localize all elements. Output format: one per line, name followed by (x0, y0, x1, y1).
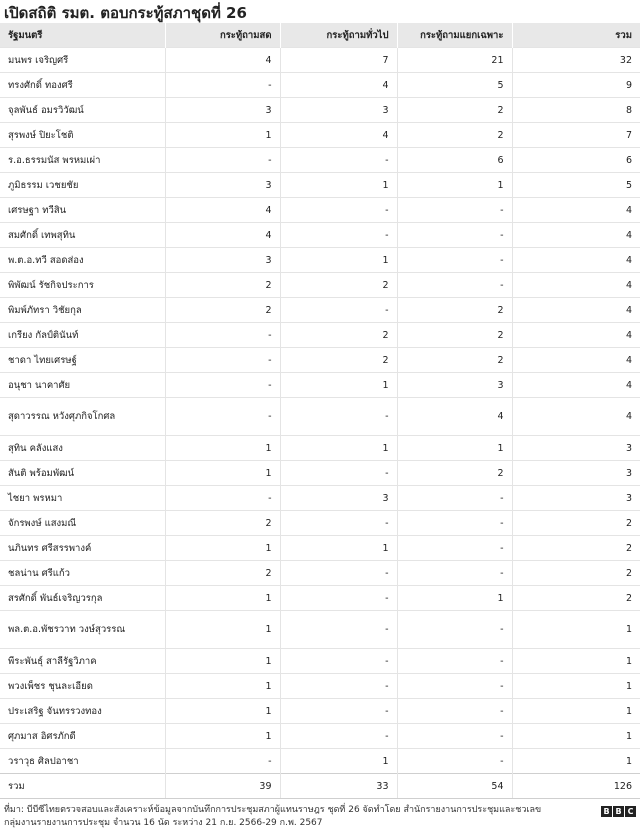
specific-questions-cell: - (397, 724, 512, 749)
minister-name-cell: วราวุธ ศิลปอาชา (0, 749, 165, 774)
table-row (0, 699, 640, 724)
live-questions-cell: - (165, 73, 280, 98)
general-questions-cell: 3 (280, 486, 397, 511)
minister-name-cell: อนุชา นาคาศัย (0, 373, 165, 398)
live-questions-cell: 1 (165, 649, 280, 674)
table-row (0, 48, 640, 73)
specific-questions-cell: 1 (397, 586, 512, 611)
total-cell: 1 (512, 611, 640, 649)
specific-questions-cell: - (397, 674, 512, 699)
live-questions-cell: 3 (165, 98, 280, 123)
minister-name-cell: เศรษฐา ทวีสิน (0, 198, 165, 223)
table-row (0, 298, 640, 323)
specific-questions-total: 54 (397, 774, 512, 799)
live-questions-cell: 4 (165, 198, 280, 223)
general-questions-cell: - (280, 561, 397, 586)
general-questions-cell: 1 (280, 436, 397, 461)
table-row (0, 536, 640, 561)
total-cell: 1 (512, 674, 640, 699)
general-questions-cell: - (280, 298, 397, 323)
minister-name-cell: สุรพงษ์ ปิยะโชติ (0, 123, 165, 148)
table-row (0, 586, 640, 611)
total-cell: 4 (512, 398, 640, 436)
general-questions-cell: 4 (280, 123, 397, 148)
general-questions-cell: - (280, 148, 397, 173)
minister-name-cell: นภินทร ศรีสรรพางค์ (0, 536, 165, 561)
ministers-table (0, 23, 640, 799)
specific-questions-cell: 1 (397, 173, 512, 198)
general-questions-cell: 4 (280, 73, 397, 98)
table-row (0, 198, 640, 223)
table-row (0, 373, 640, 398)
specific-questions-cell: 2 (397, 98, 512, 123)
bbc-logo-letter: C (625, 806, 636, 817)
specific-questions-cell: 2 (397, 323, 512, 348)
live-questions-cell: 4 (165, 48, 280, 73)
total-cell: 5 (512, 173, 640, 198)
table-row (0, 436, 640, 461)
specific-questions-cell: - (397, 486, 512, 511)
general-questions-cell: - (280, 461, 397, 486)
live-questions-cell: - (165, 323, 280, 348)
table-body (0, 48, 640, 799)
table-row (0, 461, 640, 486)
minister-name-cell: สุดาวรรณ หวังศุภกิจโกศล (0, 398, 165, 436)
specific-questions-cell: - (397, 749, 512, 774)
general-questions-cell: 2 (280, 273, 397, 298)
specific-questions-cell: 2 (397, 461, 512, 486)
minister-name-cell: พ.ต.อ.ทวี สอดส่อง (0, 248, 165, 273)
minister-name-cell: สันติ พร้อมพัฒน์ (0, 461, 165, 486)
total-cell: 2 (512, 511, 640, 536)
total-label: รวม (0, 774, 165, 799)
general-questions-cell: - (280, 511, 397, 536)
minister-name-cell: ทรงศักดิ์ ทองศรี (0, 73, 165, 98)
specific-questions-cell: 2 (397, 348, 512, 373)
source-line-1: ที่มา: บีบีซีไทยตรวจสอบและสังเคราะห์ข้อมูลจากบันทึกการประชุมสภาผู้แทนราษฎร ชุดที่ 26 จัดทำโดย สำนักรายงานการประชุมและชวเลข (4, 805, 542, 815)
table-row (0, 486, 640, 511)
general-questions-total: 33 (280, 774, 397, 799)
general-questions-cell: 3 (280, 98, 397, 123)
live-questions-cell: 2 (165, 273, 280, 298)
general-questions-cell: 1 (280, 536, 397, 561)
table-row (0, 611, 640, 649)
table-row (0, 511, 640, 536)
minister-name-cell: เกรียง กัลป์ตินันท์ (0, 323, 165, 348)
table-row (0, 323, 640, 348)
live-questions-cell: - (165, 486, 280, 511)
bbc-logo-letter: B (613, 806, 624, 817)
live-questions-cell: 1 (165, 586, 280, 611)
specific-questions-cell: 6 (397, 148, 512, 173)
page-title: เปิดสถิติ รมต. ตอบกระทู้สภาชุดที่ 26 (4, 4, 247, 22)
table-row (0, 749, 640, 774)
specific-questions-cell: - (397, 611, 512, 649)
live-questions-cell: 1 (165, 674, 280, 699)
general-questions-cell: - (280, 398, 397, 436)
live-questions-cell: - (165, 348, 280, 373)
total-cell: 1 (512, 749, 640, 774)
live-questions-cell: - (165, 398, 280, 436)
total-cell: 2 (512, 586, 640, 611)
total-cell: 4 (512, 373, 640, 398)
general-questions-cell: 2 (280, 323, 397, 348)
table-row (0, 223, 640, 248)
total-cell: 3 (512, 486, 640, 511)
specific-questions-cell: 2 (397, 123, 512, 148)
general-questions-cell: - (280, 649, 397, 674)
total-cell: 2 (512, 561, 640, 586)
table-row (0, 649, 640, 674)
live-questions-cell: - (165, 148, 280, 173)
table-row (0, 123, 640, 148)
live-questions-cell: 2 (165, 511, 280, 536)
column-header-specific-questions: กระทู้ถามแยกเฉพาะ (397, 23, 512, 48)
column-header-general-questions: กระทู้ถามทั่วไป (280, 23, 397, 48)
specific-questions-cell: - (397, 248, 512, 273)
live-questions-cell: - (165, 373, 280, 398)
minister-name-cell: ชาดา ไทยเศรษฐ์ (0, 348, 165, 373)
specific-questions-cell: 1 (397, 436, 512, 461)
table-row (0, 173, 640, 198)
total-cell: 1 (512, 699, 640, 724)
general-questions-cell: - (280, 198, 397, 223)
table-row (0, 398, 640, 436)
specific-questions-cell: - (397, 699, 512, 724)
minister-name-cell: จักรพงษ์ แสงมณี (0, 511, 165, 536)
total-cell: 7 (512, 123, 640, 148)
minister-name-cell: สรศักดิ์ พันธ์เจริญวรกุล (0, 586, 165, 611)
total-cell: 3 (512, 461, 640, 486)
table-row (0, 98, 640, 123)
total-cell: 6 (512, 148, 640, 173)
specific-questions-cell: - (397, 561, 512, 586)
live-questions-cell: 1 (165, 123, 280, 148)
minister-name-cell: ศุภมาส อิศรภักดี (0, 724, 165, 749)
table-row (0, 724, 640, 749)
general-questions-cell: 1 (280, 749, 397, 774)
minister-name-cell: สมศักดิ์ เทพสุทิน (0, 223, 165, 248)
general-questions-cell: - (280, 674, 397, 699)
specific-questions-cell: - (397, 649, 512, 674)
live-questions-cell: 3 (165, 248, 280, 273)
table-row (0, 73, 640, 98)
general-questions-cell: 1 (280, 173, 397, 198)
bbc-logo (601, 806, 636, 817)
minister-name-cell: จุลพันธ์ อมรวิวัฒน์ (0, 98, 165, 123)
specific-questions-cell: - (397, 273, 512, 298)
total-cell: 32 (512, 48, 640, 73)
minister-name-cell: สุทิน คลังแสง (0, 436, 165, 461)
total-cell: 4 (512, 248, 640, 273)
general-questions-cell: 7 (280, 48, 397, 73)
column-header-minister: รัฐมนตรี (0, 23, 165, 48)
live-questions-cell: - (165, 749, 280, 774)
live-questions-cell: 2 (165, 561, 280, 586)
general-questions-cell: - (280, 223, 397, 248)
minister-name-cell: ชลน่าน ศรีแก้ว (0, 561, 165, 586)
total-row (0, 774, 640, 799)
table-header-row (0, 23, 640, 48)
general-questions-cell: - (280, 724, 397, 749)
total-cell: 8 (512, 98, 640, 123)
table-row (0, 561, 640, 586)
total-cell: 4 (512, 198, 640, 223)
source-line-2: กลุ่มงานรายงานการประชุม จำนวน 16 นัด ระหว่าง 21 ก.ย. 2566-29 ก.พ. 2567 (4, 818, 323, 828)
table-row (0, 148, 640, 173)
specific-questions-cell: - (397, 511, 512, 536)
specific-questions-cell: - (397, 223, 512, 248)
minister-name-cell: ไชยา พรหมา (0, 486, 165, 511)
general-questions-cell: - (280, 611, 397, 649)
specific-questions-cell: 3 (397, 373, 512, 398)
live-questions-cell: 1 (165, 699, 280, 724)
total-cell: 4 (512, 223, 640, 248)
specific-questions-cell: 4 (397, 398, 512, 436)
live-questions-cell: 2 (165, 298, 280, 323)
specific-questions-cell: - (397, 536, 512, 561)
bbc-logo-letter: B (601, 806, 612, 817)
minister-name-cell: พวงเพ็ชร ชุนละเอียด (0, 674, 165, 699)
total-total: 126 (512, 774, 640, 799)
live-questions-cell: 1 (165, 461, 280, 486)
table-row (0, 674, 640, 699)
general-questions-cell: 1 (280, 248, 397, 273)
minister-name-cell: พล.ต.อ.พัชรวาท วงษ์สุวรรณ (0, 611, 165, 649)
live-questions-cell: 1 (165, 724, 280, 749)
minister-name-cell: พีระพันธุ์ สาลีรัฐวิภาค (0, 649, 165, 674)
total-cell: 4 (512, 298, 640, 323)
table-row (0, 273, 640, 298)
source-note (0, 799, 640, 830)
table-row (0, 348, 640, 373)
total-cell: 3 (512, 436, 640, 461)
table-row (0, 248, 640, 273)
general-questions-cell: - (280, 586, 397, 611)
minister-name-cell: ประเสริฐ จันทรรวงทอง (0, 699, 165, 724)
column-header-live-questions: กระทู้ถามสด (165, 23, 280, 48)
general-questions-cell: 2 (280, 348, 397, 373)
total-cell: 4 (512, 273, 640, 298)
live-questions-cell: 4 (165, 223, 280, 248)
live-questions-cell: 1 (165, 611, 280, 649)
general-questions-cell: 1 (280, 373, 397, 398)
specific-questions-cell: 21 (397, 48, 512, 73)
total-cell: 9 (512, 73, 640, 98)
live-questions-cell: 1 (165, 436, 280, 461)
live-questions-total: 39 (165, 774, 280, 799)
specific-questions-cell: - (397, 198, 512, 223)
live-questions-cell: 1 (165, 536, 280, 561)
minister-name-cell: มนพร เจริญศรี (0, 48, 165, 73)
minister-name-cell: ภูมิธรรม เวชยชัย (0, 173, 165, 198)
minister-name-cell: พิพัฒน์ รัชกิจประการ (0, 273, 165, 298)
live-questions-cell: 3 (165, 173, 280, 198)
general-questions-cell: - (280, 699, 397, 724)
minister-name-cell: พิมพ์ภัทรา วิชัยกุล (0, 298, 165, 323)
specific-questions-cell: 5 (397, 73, 512, 98)
total-cell: 1 (512, 724, 640, 749)
specific-questions-cell: 2 (397, 298, 512, 323)
total-cell: 4 (512, 348, 640, 373)
total-cell: 1 (512, 649, 640, 674)
minister-name-cell: ร.อ.ธรรมนัส พรหมเผ่า (0, 148, 165, 173)
column-header-total: รวม (512, 23, 640, 48)
total-cell: 4 (512, 323, 640, 348)
total-cell: 2 (512, 536, 640, 561)
